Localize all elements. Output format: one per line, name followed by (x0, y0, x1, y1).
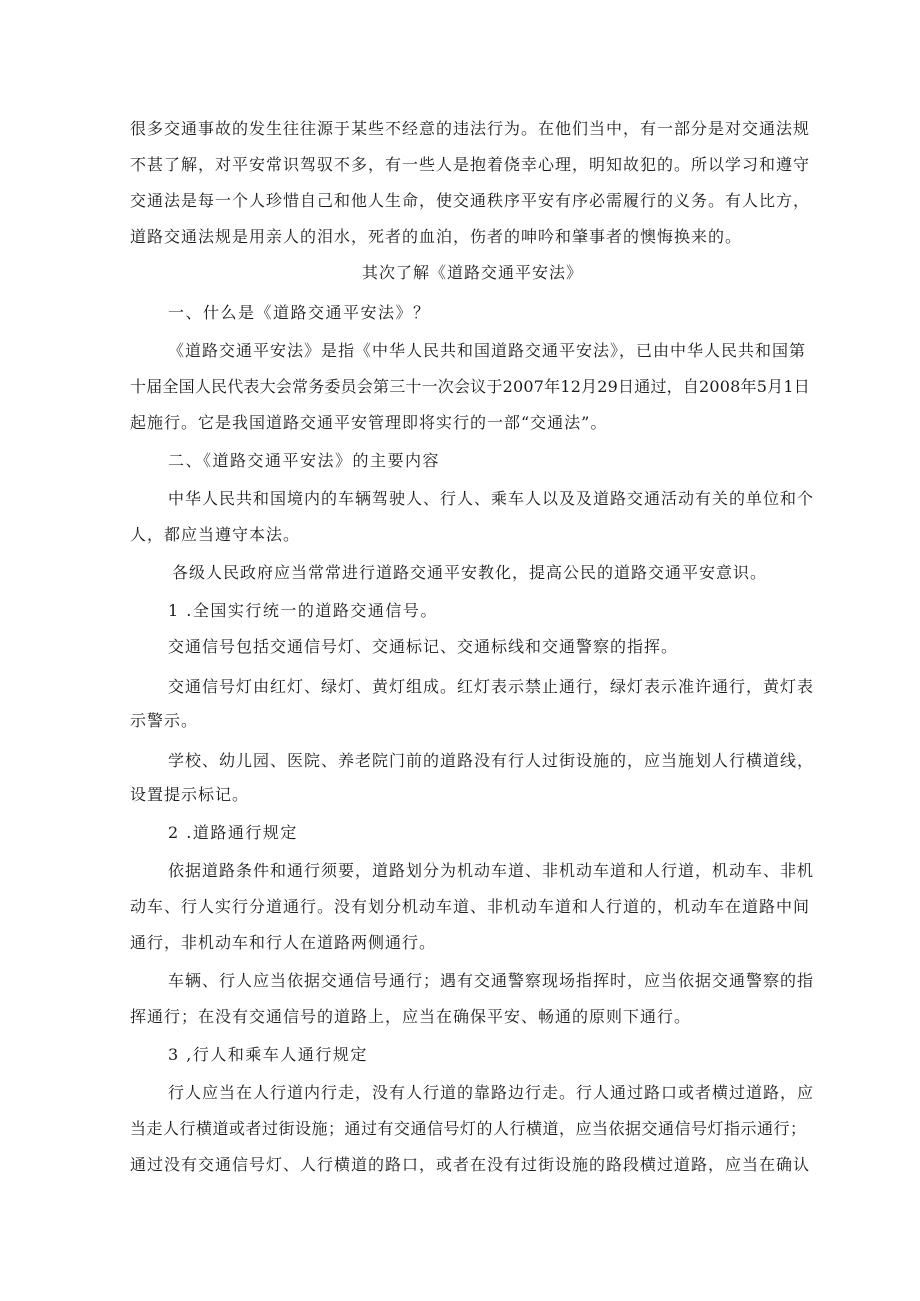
paragraph-line: 依据道路条件和通行须要，道路划分为机动车道、非机动车道和人行道，机动车、非机 (168, 861, 815, 880)
paragraph-line: 《道路交通平安法》是指《中华人民共和国道路交通平安法》，已由中华人民共和国第 (168, 341, 807, 360)
paragraph-line: 设置提示标记。 (130, 785, 250, 804)
paragraph-line: 起施行。它是我国道路交通平安管理即将实行的一部“交通法”。 (130, 413, 608, 432)
paragraph-line: 很多交通事故的发生往往源于某些不经意的违法行为。在他们当中，有一部分是对交通法规 (130, 119, 811, 138)
paragraph-line: 交通信号包括交通信号灯、交通标记、交通标线和交通警察的指挥。 (168, 637, 679, 656)
paragraph-line: 行人应当在人行道内行走，没有人行道的靠路边行走。行人通过路口或者横过道路，应 (168, 1083, 815, 1102)
section-heading: 一、什么是《道路交通平安法》？ (168, 303, 431, 322)
paragraph-line: 示警示。 (130, 711, 199, 730)
paragraph-line: 交通法是每一个人珍惜自己和他人生命，使交通秩序平安有序必需履行的义务。有人比方， (130, 191, 811, 210)
paragraph-line: 当走人行横道或者过街设施；通过有交通信号灯的人行横道，应当依据交通信号灯指示通行； (130, 1119, 807, 1138)
paragraph-line: 通过没有交通信号灯、人行横道的路口，或者在没有过街设施的路段横过道路，应当在确认 (130, 1155, 811, 1174)
paragraph-line: 人，都应当遵守本法。 (130, 525, 301, 544)
paragraph-line: 交通信号灯由红灯、绿灯、黄灯组成。红灯表示禁止通行，绿灯表示准许通行，黄灯表 (168, 677, 815, 696)
paragraph-line: 车辆、行人应当依据交通信号通行；遇有交通警察现场指挥时，应当依据交通警察的指 (168, 971, 815, 990)
paragraph-line: 各级人民政府应当常常进行道路交通平安教化，提高公民的道路交通平安意识。 (172, 563, 768, 582)
numbered-heading: 3 ,行人和乘车人通行规定 (168, 1045, 368, 1064)
paragraph-line: 挥通行；在没有交通信号的道路上，应当在确保平安、畅通的原则下通行。 (130, 1007, 692, 1026)
paragraph-line: 动车、行人实行分道通行。没有划分机动车道、非机动车道和人行道的，机动车在道路中间 (130, 897, 811, 916)
paragraph-line: 道路交通法规是用亲人的泪水，死者的血泊，伤者的呻吟和肇事者的懊悔换来的。 (130, 227, 743, 246)
paragraph-line: 中华人民共和国境内的车辆驾驶人、行人、乘车人以及及道路交通活动有关的单位和个 (168, 489, 815, 508)
paragraph-line: 学校、幼儿园、医院、养老院门前的道路没有行人过街设施的，应当施划人行横道线， (168, 751, 815, 770)
section-heading: 二、《道路交通平安法》的主要内容 (168, 451, 441, 470)
paragraph-line: 不甚了解，对平安常识驾驭不多，有一些人是抱着侥幸心理，明知故犯的。所以学习和遵守 (130, 155, 811, 174)
paragraph-line: 通行，非机动车和行人在道路两侧通行。 (130, 933, 437, 952)
numbered-heading: 2 .道路通行规定 (168, 823, 298, 842)
paragraph-line: 十届全国人民代表大会常务委员会第三十一次会议于2007年12月29日通过，自2008年5月1日 (130, 377, 810, 396)
section-title: 其次了解《道路交通平安法》 (362, 263, 584, 282)
numbered-heading: 1 .全国实行统一的道路交通信号。 (168, 601, 438, 620)
